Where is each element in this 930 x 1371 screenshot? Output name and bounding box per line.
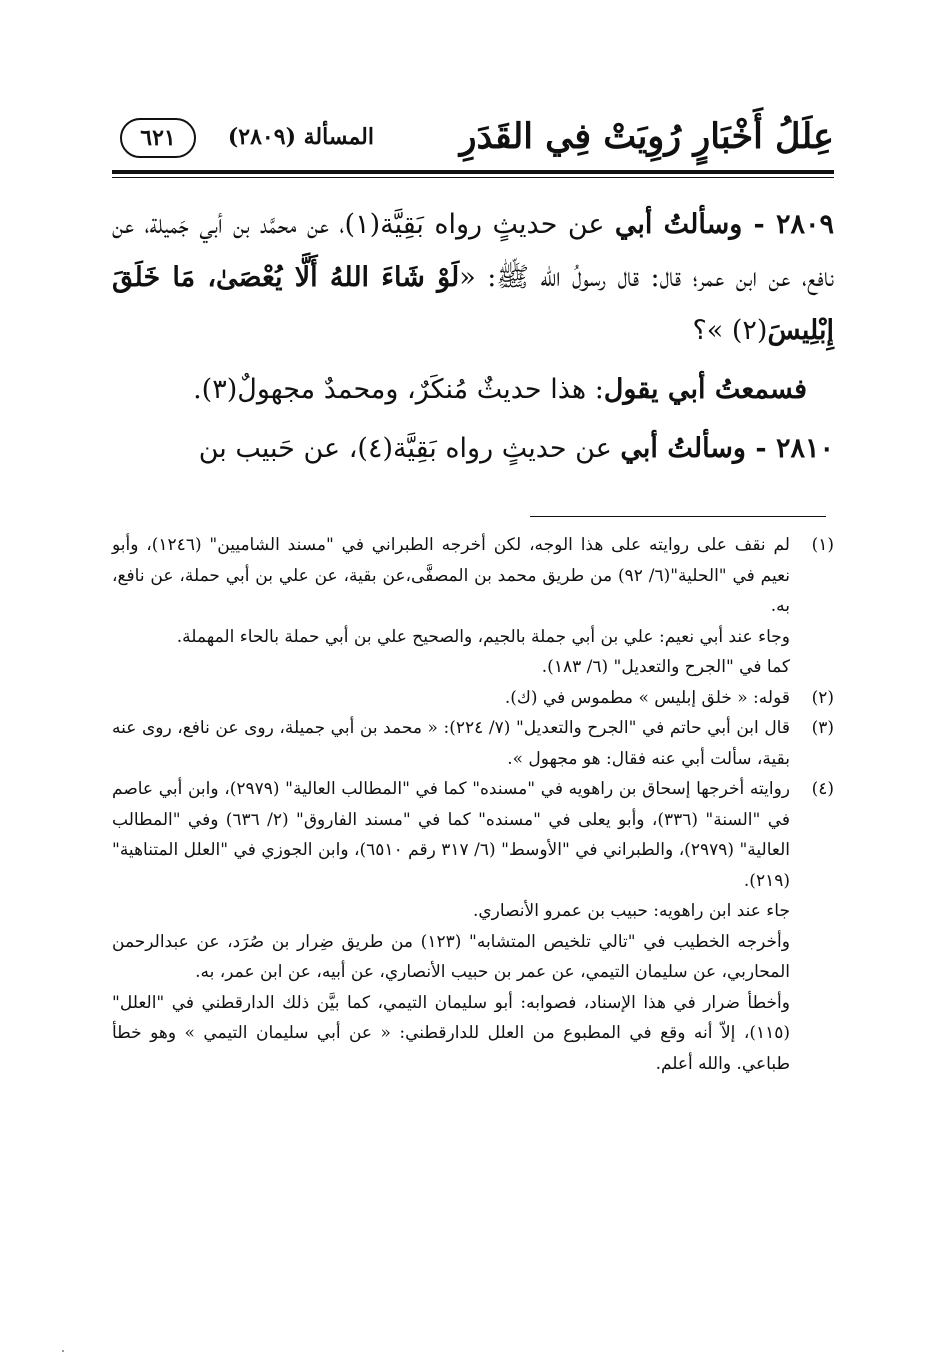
footnote-2 [112,683,834,714]
question-text: عن حديثٍ رواه بَقِيَّة(٤)، عن حَبيب بن [198,433,621,464]
footnote-text: لم نقف على روايته على هذا الوجه، لكن أخرجه الطبراني في "مسند الشاميين" (١٢٤٦)، وأبو نعيم في "الحلية"(٦/ ٩٢) من طريق محمد بن المصفَّى،عن بقية، عن علي بن أبي حملة، عن نافع، به. [112,535,791,616]
footnote-1 [112,530,834,683]
footnote-text: وأخرجه الخطيب في "تالي تلخيص المتشابه" (١٢٣) من طريق ضِرار بن صُرَد، عن عبدالرحمن المحاربي، عن سليمان التيمي، عن عمر بن حبيب الأنصاري، عن أبيه، عن ابن عمر، به. [112,931,790,982]
page-number: ٦٢١ [120,118,196,158]
question-text: عن حديثٍ رواه بَقِيَّة(١)، عن محمَّد بن أبي جَميلة، عن نافع، عن ابن عمر؛ قال: قال رسولُ الله ﷺ: « [112,209,834,293]
footnote-text: قوله: « خلق إبليس » مطموس في (ك). [504,687,790,708]
answer-verb: فسمعتُ أبي يقول [603,374,807,405]
running-header [112,112,834,164]
footnotes [112,530,834,1079]
footnote-number: (٤) [811,779,834,799]
footnote-text: قال ابن أبي حاتم في "الجرح والتعديل" (٧/ ٢٢٤): « محمد بن أبي جميلة، روى عن نافع، روى عنه بقية، سألت أبي عنه فقال: هو مجهول ». [112,718,790,769]
header-rule-thick [112,170,834,174]
issue-label: المسألة (٢٨٠٩) [227,124,374,150]
question-verb: وسألتُ أبي [620,433,746,464]
question-number: ٢٨٠٩ - [742,209,834,240]
footnote-text: روايته أخرجها إسحاق بن راهويه في "مسنده" كما في "المطالب العالية" (٢٩٧٩)، وابن أبي عاصم في "السنة" (٣٣٦)، وأبو يعلى في "مسنده" كما في "مسند الفاروق" (٢/ ٦٣٦) وفي "المطالب العالية" (٢٩٧٩)، والطبراني في "الأوسط" (٦/ ٣١٧ رقم ٦٥١٠)، وابن الجوزي في "العلل المتناهية" (٢١٩). [112,779,790,891]
hadith-quote: لَوْ شَاءَ اللهُ أَلَّا يُعْصَىٰ، مَا خَلَقَ إِبْلِيسَ [112,262,834,346]
footnote-4 [112,774,834,1079]
footnote-separator [530,516,826,517]
question-number: ٢٨١٠ - [745,433,834,464]
header-rule-thin [112,177,834,178]
question-verb: وسألتُ أبي [614,209,743,240]
question-end: (٢) »؟ [692,315,768,346]
footnote-text: وجاء عند أبي نعيم: علي بن أبي جملة بالجيم، والصحيح علي بن أبي حملة بالحاء المهملة. [176,626,790,647]
footnote-number: (٣) [811,718,834,738]
scan-speck [62,1350,64,1352]
footnote-number: (٢) [811,687,834,708]
question-2809 [112,198,834,357]
book-title: عِلَلُ أَخْبَارٍ رُوِيَتْ فِي القَدَرِ [459,116,834,157]
footnote-number: (١) [811,535,834,555]
footnote-text: كما في "الجرح والتعديل" (٦/ ١٨٣). [541,657,790,677]
footnote-body [112,683,790,714]
question-2810 [112,422,834,475]
footnote-3 [112,713,834,774]
answer-2809 [112,363,834,416]
main-text [112,198,834,475]
footnote-body [112,774,790,1079]
answer-text: : هذا حديثٌ مُنكَرٌ، ومحمدٌ مجهولٌ(٣). [193,374,604,405]
footnote-body [112,530,790,683]
footnote-body [112,713,790,774]
footnote-text: وأخطأ ضرار في هذا الإسناد، فصوابه: أبو سليمان التيمي، كما بيَّن ذلك الدارقطني في "العلل" (١١٥)، إلاّ أنه وقع في المطبوع من العلل للدارقطني: « عن أبي سليمان التيمي » وهو خطأ طباعي. والله أعلم. [112,992,790,1074]
footnote-text: جاء عند ابن راهويه: حبيب بن عمرو الأنصاري. [472,901,790,921]
